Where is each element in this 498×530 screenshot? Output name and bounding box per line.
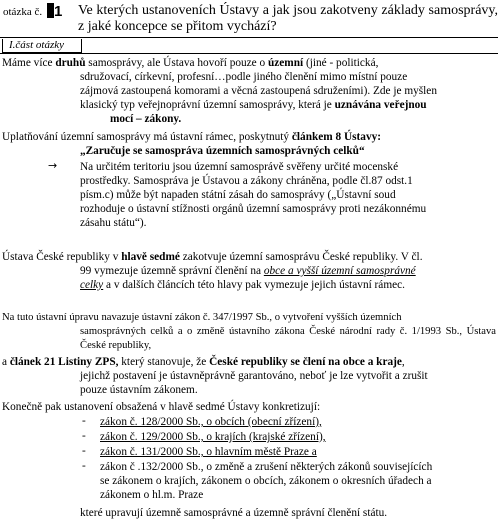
paragraph-6-line-2: jejichž postavení je ústavněprávně garantováno, neboť je lze vytvořit a zrušit [80,370,428,382]
paragraph-5-line-1: Na tuto ústavní úpravu navazuje ústavní zákon č. 347/1997 Sb., o vytvoření vyšších územních [2,312,402,323]
paragraph-6-line-1: a článek 21 Listiny ZPS, který stanovuje, že České republiky se člení na obce a kraje, [2,356,405,368]
list-item-law-132-line-3: zákonem o hl.m. Praze [100,489,204,501]
list-item-law-129: zákon č. 129/2000 Sb., o krajích (krajské zřízení), [100,431,326,443]
paragraph-1-line-3: zájmová zastoupená komorami a věcná zastoupená sdruženími). Zde je myšlen [80,85,437,97]
closing-line: které upravují územně samosprávné a územně správní členění státu. [80,507,388,519]
section-divider [0,53,498,54]
paragraph-6-line-3: pouze ústavním zákonem. [80,384,198,396]
arrow-icon: → [48,159,58,172]
paragraph-3-line-4: rozhoduje o ústavní stížnosti orgánů územní samosprávy proti nezákonnému [80,203,427,215]
part-label: I.část otázky [2,39,82,53]
list-item-law-132-line-2: se zákonem o krajích, zákonem o obcích, zákonem o okresních úřadech a [100,475,432,487]
article-8-quote: „Zaručuje se samospráva územních samosprávných celků“ [80,145,365,157]
list-dash: - [82,445,86,457]
question-header [2,1,496,37]
header-divider [0,37,498,38]
paragraph-3-line-2: prostředky. Samospráva je Ústavou a zákony chráněna, podle čl.87 odst.1 [80,175,413,187]
list-item-law-132-line-1: zákon č .132/2000 Sb., o změně a zrušení některých zákonů souvisejících [100,461,433,473]
paragraph-5-line-2: samosprávných celků a o změně ústavního zákona České národní rady č. 1/1993 Sb., Ústava České republiky, [80,326,496,351]
paragraph-3-line-1: Na určitém teritoriu jsou územní samosprávě svěřeny určité mocenské [80,161,399,173]
paragraph-3-line-3: písm.c) může být napaden státní zásah do samosprávy („Ústavní soud [80,189,396,201]
paragraph-4-line-3: celky a v dalších článcích této hlavy pak vymezuje jejich ústavní rámec. [80,279,405,291]
question-number: 1 [47,3,69,20]
paragraph-7-line-1: Konečně pak ustanovení obsažená v hlavě sedmé Ústavy konkretizují: [2,401,321,413]
paragraph-1-line-5: mocí – zákony. [110,113,182,125]
list-dash: - [82,430,86,442]
paragraph-1-line-4: klasický typ veřejnoprávní územní samosprávy, která je uznávána veřejnou [80,99,427,111]
list-item-law-131: zákon č. 131/2000 Sb., o hlavním městě Praze a [100,446,317,458]
question-label: otázka č. [3,6,43,18]
paragraph-1-line-2: sdružovací, církevní, profesní…podle jiného členění mimo místní pouze [80,71,408,83]
question-text: Ve kterých ustanoveních Ústavy a jak jsou zakotveny základy samosprávy, z jaké koncepce se přitom vychází? [78,3,498,34]
paragraph-3-line-5: zásahu státu“). [80,217,147,229]
list-item-law-128: zákon č. 128/2000 Sb., o obcích (obecní zřízení), [100,416,322,428]
paragraph-2-line-1: Uplatňování územní samosprávy má ústavní rámec, poskytnutý článkem 8 Ústavy: [2,131,382,143]
paragraph-4-line-1: Ústava České republiky v hlavě sedmé zakotvuje územní samosprávu České republiky. V čl. [2,251,423,263]
number-marker [47,3,54,18]
paragraph-4-line-2: 99 vymezuje územně správní členění na obce a vyšší územní samosprávné [80,265,416,277]
list-dash: - [82,415,86,427]
list-dash: - [82,460,86,472]
paragraph-1-line-1: Máme více druhů samosprávy, ale Ústava hovoří pouze o územní (jiné - politická, [2,57,379,69]
